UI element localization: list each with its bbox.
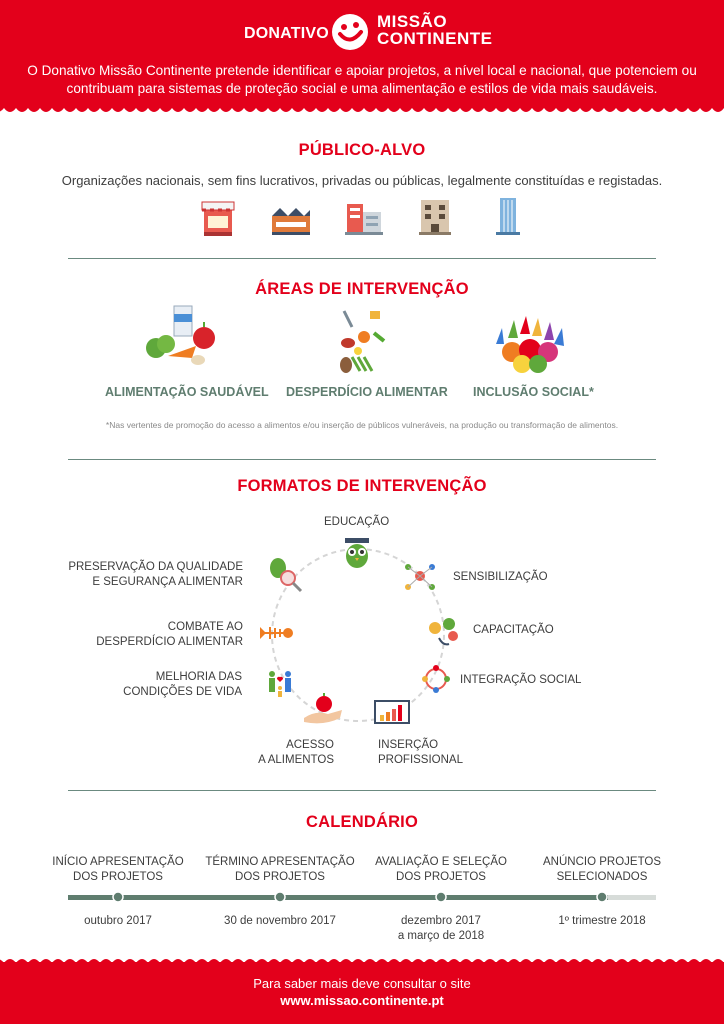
footer-text: Para saber mais deve consultar o site (253, 976, 471, 991)
fmt-label-melhoria-2: CONDIÇÕES DE VIDA (123, 686, 242, 698)
cal-step-1-label-1: INÍCIO APRESENTAÇÃO (52, 856, 184, 868)
publico-text: Organizações nacionais, sem fins lucrativos, privadas ou públicas, legalmente constituídas e registadas. (61, 173, 663, 188)
fmt-label-capacitacao: CAPACITAÇÃO (473, 624, 554, 636)
shop-icon (200, 196, 236, 238)
footer-link[interactable]: www.missao.continente.pt (280, 993, 444, 1008)
fmt-label-educacao: EDUCAÇÃO (324, 516, 390, 528)
intro-text: O Donativo Missão Continente pretende identificar e apoiar projetos, a nível local e nacional, que potenciem ou contribuam para sistemas de proteção social e uma alimentação e estilos de vida mais saudáveis. (27, 63, 697, 96)
fmt-label-melhoria-1: MELHORIA DAS (155, 671, 242, 683)
footer-wave-edge (0, 955, 724, 967)
brand-continente: CONTINENTE (377, 29, 493, 48)
smile-logo-icon (331, 13, 369, 51)
cal-step-3-label-1: AVALIAÇÃO E SELEÇÃO (375, 856, 507, 868)
fmt-label-acesso-2: A ALIMENTOS (258, 754, 334, 766)
calendar-timeline (68, 895, 656, 900)
section-title-calendario: CALENDÁRIO (306, 813, 418, 831)
divider-3 (68, 790, 656, 791)
fmt-label-combate (80, 620, 243, 650)
fmt-label-melhoria (100, 670, 242, 700)
cal-step-2-label-1: TÉRMINO APRESENTAÇÃO (205, 856, 355, 868)
family-heart-icon (266, 668, 294, 700)
cal-step-2-label-2: DOS PROJETOS (235, 871, 325, 883)
cal-step-3-label-2: DOS PROJETOS (396, 871, 486, 883)
cal-step-3-label (371, 855, 511, 885)
brand-missao: MISSÃO (377, 12, 448, 31)
fmt-label-preservacao (40, 560, 243, 590)
cal-step-3-date-1: dezembro 2017 (401, 915, 481, 927)
owl-graduate-icon (343, 536, 371, 570)
brand-donativo: DONATIVO (244, 25, 329, 42)
fmt-label-acesso-1: ACESSO (286, 739, 334, 751)
fmt-label-insercao-1: INSERÇÃO (378, 739, 439, 751)
fmt-label-sensibilizacao: SENSIBILIZAÇÃO (453, 571, 548, 583)
fmt-label-combate-1: COMBATE AO (167, 621, 243, 633)
hand-apple-icon (302, 692, 344, 726)
food-waste-icon (334, 307, 390, 379)
section-title-formatos: FORMATOS DE INTERVENÇÃO (237, 477, 487, 495)
cal-step-1-label-2: DOS PROJETOS (73, 871, 163, 883)
cal-step-1-date: outubro 2017 (84, 915, 152, 927)
apartment-building-icon (418, 196, 452, 238)
section-title-areas: ÁREAS DE INTERVENÇÃO (255, 280, 469, 298)
brand-logo (0, 13, 724, 53)
fmt-label-preservacao-2: E SEGURANÇA ALIMENTAR (92, 576, 243, 588)
cal-step-4-label (537, 855, 667, 885)
network-people-icon (403, 562, 437, 592)
growth-chart-icon (374, 700, 410, 726)
fish-bone-icon (260, 624, 294, 642)
divider-1 (68, 258, 656, 259)
fmt-label-preservacao-1: PRESERVAÇÃO DA QUALIDADE (68, 561, 243, 573)
raised-hands-icon (490, 314, 570, 376)
cal-step-4-label-2: SELECIONADOS (556, 871, 648, 883)
healthy-food-icon (140, 300, 222, 372)
fmt-label-combate-2: DESPERDÍCIO ALIMENTAR (96, 636, 243, 648)
areas-footnote: *Nas vertentes de promoção do acesso a alimentos e/ou inserção de públicos vulneráveis, na produção ou transformação de alimentos. (105, 420, 619, 430)
cal-step-3-date (381, 914, 501, 944)
skyscraper-icon (494, 196, 522, 238)
section-title-publico: PÚBLICO-ALVO (298, 141, 426, 159)
factory-icon (270, 196, 312, 238)
fmt-label-integracao: INTEGRAÇÃO SOCIAL (460, 674, 582, 686)
area-label-desperdicio: DESPERDÍCIO ALIMENTAR (286, 385, 448, 399)
fmt-label-insercao-2: PROFISSIONAL (378, 754, 463, 766)
cal-step-4-date: 1º trimestre 2018 (558, 915, 646, 927)
office-building-icon (344, 196, 384, 238)
cal-step-2-label (205, 855, 355, 885)
cal-step-3-date-2: a março de 2018 (397, 930, 485, 942)
gears-head-icon (425, 614, 463, 648)
header-wave-edge (0, 104, 724, 116)
area-label-alimentacao: ALIMENTAÇÃO SAUDÁVEL (105, 385, 269, 399)
fmt-label-acesso (250, 738, 334, 768)
cal-step-2-date: 30 de novembro 2017 (224, 915, 336, 927)
magnifier-lettuce-icon (268, 556, 304, 594)
divider-2 (68, 459, 656, 460)
circle-people-icon (421, 664, 451, 694)
cal-step-1-label (48, 855, 188, 885)
cal-step-4-label-1: ANÚNCIO PROJETOS (543, 856, 661, 868)
header-banner (0, 0, 724, 108)
area-label-inclusao: INCLUSÃO SOCIAL* (473, 385, 594, 399)
fmt-label-insercao (378, 738, 463, 768)
